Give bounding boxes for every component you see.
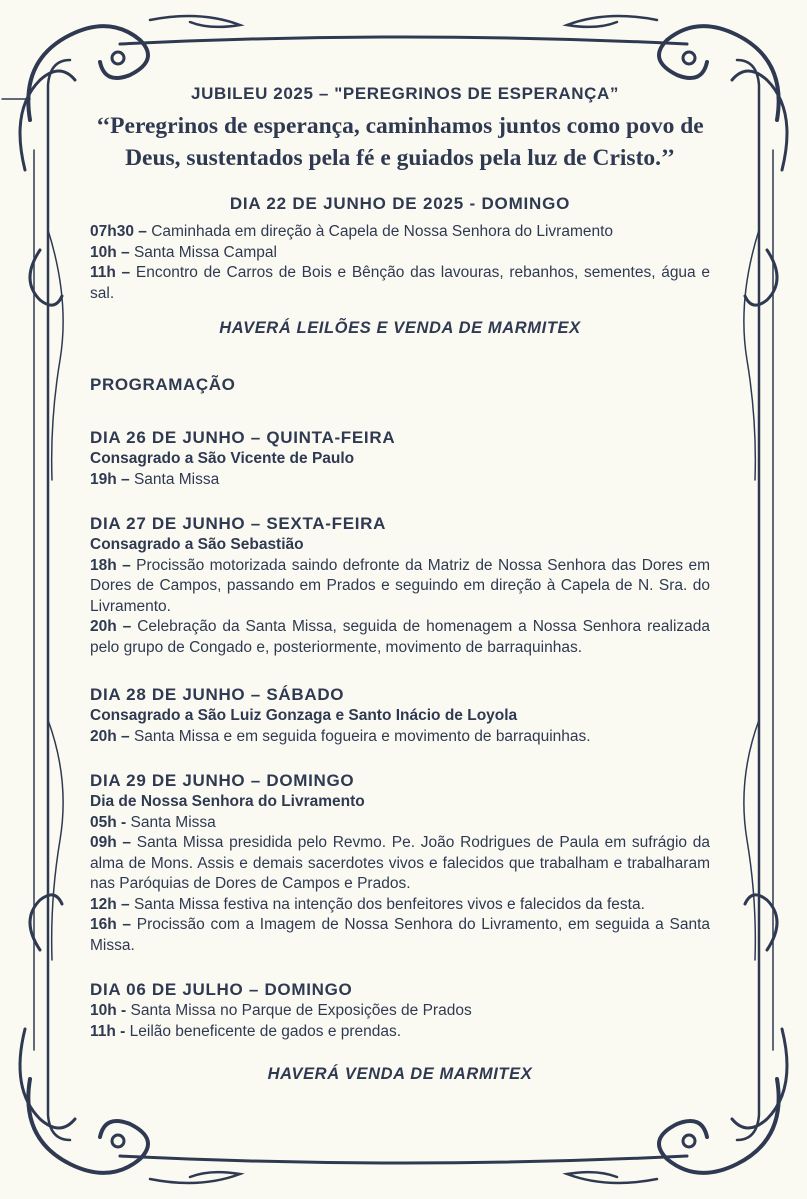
schedule-time: 20h – (90, 727, 130, 745)
schedule-text: Santa Missa (126, 813, 216, 831)
schedule-item (90, 833, 710, 895)
schedule-item (90, 895, 710, 916)
jubilee-quote: ‘‘Peregrinos de esperança, caminhamos juntos como povo de Deus, sustentados pela fé e guiados pela luz de Cristo.’’ (96, 113, 704, 171)
day-dedication: Consagrado a São Vicente de Paulo (90, 450, 355, 467)
schedule-item (90, 915, 710, 956)
schedule-item (90, 1022, 710, 1043)
schedule-text: Santa Missa no Parque de Exposições de Prados (126, 1002, 472, 1019)
schedule-item (90, 556, 710, 618)
day-dedication: Consagrado a São Sebastião (90, 536, 304, 553)
schedule-time: 20h – (90, 618, 132, 635)
auction-notice: HAVERÁ LEILÕES E VENDA DE MARMITEX (219, 319, 581, 337)
schedule-time: 10h - (90, 1002, 127, 1019)
schedule-item (90, 470, 710, 491)
schedule-text: Procissão motorizada saindo defronte da Matriz de Nossa Senhora das Dores em Dores de Campos, passando em Prados e seguindo em direção à Capela de N. Sra. do Livramento. (90, 556, 710, 615)
marmitex-notice: HAVERÁ VENDA DE MARMITEX (267, 1065, 533, 1083)
day-block (90, 684, 710, 747)
schedule-text: Santa Missa (129, 470, 220, 488)
schedule-item (90, 263, 710, 304)
day-block (90, 770, 710, 956)
day-heading: DIA 29 DE JUNHO – DOMINGO (90, 771, 355, 790)
schedule-item (90, 222, 710, 243)
schedule-item (90, 1001, 710, 1022)
schedule-time: 05h - (90, 813, 127, 831)
schedule-text: Leilão beneficente de gados e prendas. (125, 1022, 402, 1040)
day-heading: DIA 26 DE JUNHO – QUINTA-FEIRA (90, 428, 396, 447)
jubilee-title: JUBILEU 2025 – "PEREGRINOS DE ESPERANÇA” (191, 84, 619, 103)
programacao-title: PROGRAMAÇÃO (90, 375, 236, 394)
schedule-time: 09h – (90, 834, 132, 851)
schedule-time: 19h – (90, 470, 130, 488)
schedule-text: Santa Missa e em seguida fogueira e movimento de barraquinhas. (129, 727, 591, 745)
schedule-time: 07h30 – (90, 223, 147, 240)
schedule-time: 11h – (90, 264, 131, 281)
document-content (90, 82, 710, 1086)
day-heading: DIA 27 DE JUNHO – SEXTA-FEIRA (90, 514, 387, 533)
day-dedication: Consagrado a São Luiz Gonzaga e Santo Inácio de Loyola (90, 707, 518, 724)
schedule-time: 16h – (90, 916, 132, 933)
day-block (90, 427, 710, 490)
schedule-item (90, 243, 710, 264)
day-heading: DIA 06 DE JULHO – DOMINGO (90, 980, 353, 999)
schedule-time: 11h - (90, 1022, 126, 1040)
schedule-text: Santa Missa festiva na intenção dos benfeitores vivos e falecidos da festa. (129, 895, 645, 913)
schedule-time: 10h – (90, 243, 130, 261)
main-day-title: DIA 22 DE JUNHO DE 2025 - DOMINGO (229, 194, 571, 213)
day-heading: DIA 28 DE JUNHO – SÁBADO (90, 685, 345, 704)
schedule-text: Caminhada em direção à Capela de Nossa Senhora do Livramento (146, 223, 614, 240)
schedule-text: Santa Missa presidida pelo Revmo. Pe. João Rodrigues de Paula em sufrágio da alma de Mons. Assis e demais sacerdotes vivos e falecidos que trabalham e trabalharam nas Paróquias de Dores de Campos e Prados. (90, 834, 710, 892)
main-day-items (90, 222, 710, 304)
day-block (90, 979, 710, 1042)
schedule-text: Procissão com a Imagem de Nossa Senhora do Livramento, em seguida a Santa Missa. (90, 916, 710, 954)
schedule-time: 18h – (90, 556, 131, 574)
schedule-text: Celebração da Santa Missa, seguida de homenagem a Nossa Senhora realizada pelo grupo de Congado e, posteriormente, movimento de barraquinhas. (90, 618, 710, 656)
schedule-item (90, 813, 710, 834)
schedule-item (90, 617, 710, 658)
schedule-text: Santa Missa Campal (129, 243, 277, 261)
schedule-text: Encontro de Carros de Bois e Bênção das lavouras, rebanhos, sementes, água e sal. (90, 264, 710, 302)
day-dedication: Dia de Nossa Senhora do Livramento (90, 793, 365, 810)
schedule-time: 12h – (90, 895, 130, 913)
schedule-item (90, 727, 710, 748)
day-block (90, 513, 710, 658)
